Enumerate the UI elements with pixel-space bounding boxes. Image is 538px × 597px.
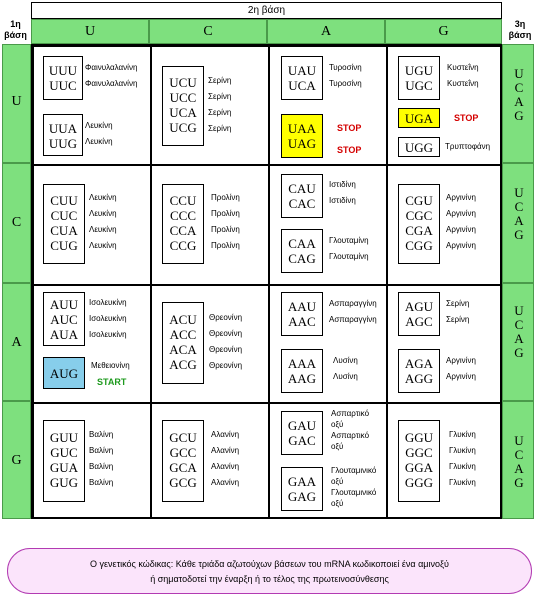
- amino-acid: Προλίνη: [211, 241, 240, 250]
- amino-acid-labels: [209, 310, 242, 374]
- amino-acid: Λυσίνη: [333, 356, 358, 365]
- codon-box-UUU-UUC: [43, 56, 83, 100]
- codon: UUG: [48, 136, 78, 151]
- amino-acid-labels: [85, 118, 113, 150]
- codon-box-CUx: [43, 184, 85, 264]
- third-letter: A: [514, 213, 524, 228]
- amino-acid: Αργινίνη: [446, 356, 476, 365]
- amino-acid: Κυστεΐνη: [447, 79, 479, 88]
- third-letter: G: [514, 108, 524, 123]
- third-letter: A: [514, 331, 524, 346]
- codon-box-CGx: [398, 184, 440, 264]
- codon-box-GCx: [162, 420, 204, 502]
- codon: CUA: [50, 223, 78, 238]
- stop-label: STOP: [337, 123, 362, 133]
- amino-acid: Σερίνη: [208, 124, 232, 133]
- stop-label: STOP: [337, 145, 362, 155]
- amino-acid: Ισολευκίνη: [89, 298, 127, 307]
- codon-box-UGU-UGC: [398, 56, 440, 100]
- third-letter: U: [514, 303, 524, 318]
- codon: GAG: [287, 489, 317, 504]
- codon: AAU: [287, 299, 317, 314]
- third-letter: G: [514, 475, 524, 490]
- third-letter: U: [514, 66, 524, 81]
- codon: AAC: [288, 314, 316, 329]
- amino-acid-labels: [447, 60, 479, 92]
- codon: CUC: [50, 208, 78, 223]
- codon: GGC: [405, 445, 433, 460]
- codon: CGC: [405, 208, 433, 223]
- codon-box-GAU-GAC: [281, 411, 323, 455]
- codon: UCU: [169, 75, 197, 90]
- codon: AGG: [404, 371, 434, 386]
- codon: CUG: [50, 238, 78, 253]
- amino-acid: Σερίνη: [208, 76, 232, 85]
- amino-acid-labels: [329, 296, 377, 328]
- codon-box-AGA-AGG: [398, 349, 440, 393]
- codon: CCC: [169, 208, 196, 223]
- codon: AAA: [287, 356, 317, 371]
- first-base-label-line2: βάση: [4, 30, 27, 40]
- codon: UAU: [287, 63, 317, 78]
- codon: CAA: [288, 236, 316, 251]
- codon: UGG: [404, 140, 434, 155]
- first-base-label: [0, 19, 31, 41]
- amino-acid: Βαλίνη: [89, 446, 114, 455]
- amino-acid: Φαινυλαλανίνη: [85, 79, 138, 88]
- third-letter: A: [514, 94, 524, 109]
- amino-acid: Αλανίνη: [211, 478, 240, 487]
- amino-acid: Αργινίνη: [446, 193, 476, 202]
- column-header-G: G: [385, 19, 502, 44]
- third-letter: A: [514, 461, 524, 476]
- third-base-label: [502, 19, 538, 41]
- amino-acid: Γλουταμινικό: [331, 488, 377, 497]
- codon: CGU: [405, 193, 433, 208]
- codon: UCC: [169, 90, 197, 105]
- codon: GUG: [49, 475, 79, 490]
- codon: GCG: [169, 475, 197, 490]
- stop-codon-box-UGA: [398, 108, 440, 128]
- amino-acid: Γλυκίνη: [449, 446, 476, 455]
- amino-acid: οξύ: [331, 499, 344, 508]
- codon: UGA: [404, 111, 434, 126]
- codon-box-UAU-UCA: [281, 56, 323, 100]
- amino-acid-labels: [329, 60, 362, 92]
- row-header-G: [2, 401, 31, 519]
- caption-line1: Ο γενετικός κώδικας: Κάθε τριάδα αζωτούχων βάσεων του mRNA κωδικοποιεί ένα αμινοξύ: [90, 559, 449, 569]
- amino-acid-labels: [211, 427, 239, 491]
- start-label: START: [97, 377, 127, 387]
- row-header-C-label: C: [11, 215, 22, 230]
- amino-acid: Θρεονίνη: [209, 345, 243, 354]
- codon-box-CAU-CAC: [281, 174, 323, 218]
- codon: CAG: [288, 251, 316, 266]
- amino-acid-labels: [331, 465, 376, 509]
- amino-acid-labels: [208, 73, 231, 137]
- start-codon-box-AUG: [43, 357, 85, 389]
- codon-box-UUA-UUG: [43, 114, 83, 156]
- codon: AUG: [49, 366, 79, 381]
- third-letter: G: [514, 227, 524, 242]
- amino-acid: Βαλίνη: [89, 430, 114, 439]
- amino-acid-labels: [333, 353, 358, 385]
- amino-acid: Αλανίνη: [211, 430, 240, 439]
- third-base-column-G: [502, 401, 534, 519]
- amino-acid: Τυροσίνη: [329, 63, 362, 72]
- codon: ACA: [169, 342, 197, 357]
- codon-box-AUU-AUC-AUA: [43, 292, 85, 346]
- row-header-C: [2, 163, 31, 283]
- codon: GUC: [50, 445, 78, 460]
- codon-box-CCx: [162, 184, 204, 264]
- codon: AUU: [49, 297, 79, 312]
- amino-acid-labels: [211, 190, 240, 254]
- third-letter: U: [514, 185, 524, 200]
- amino-acid: Προλίνη: [211, 193, 240, 202]
- amino-acid: Αλανίνη: [211, 462, 240, 471]
- amino-acid: οξύ: [331, 442, 344, 451]
- amino-acid: Αργινίνη: [446, 225, 476, 234]
- amino-acid-labels: [85, 60, 137, 92]
- codon-box-AAA-AAG: [281, 349, 323, 393]
- row-header-A: [2, 283, 31, 401]
- amino-acid: Σερίνη: [446, 299, 470, 308]
- amino-acid: Αργινίνη: [446, 209, 476, 218]
- amino-acid-labels: [329, 177, 356, 209]
- stop-labels: [337, 118, 361, 156]
- amino-acid: Γλουταμινικό: [331, 466, 377, 475]
- codon-box-CAA-CAG: [281, 229, 323, 273]
- amino-acid: Σερίνη: [446, 315, 470, 324]
- second-base-header: 2η βάση: [31, 2, 502, 19]
- caption-line2: ή σηματοδοτεί την έναρξη ή το τέλος της πρωτεινοσύνθεσης: [150, 574, 389, 584]
- amino-acid-labels: [89, 295, 127, 343]
- row-header-A-label: A: [11, 335, 22, 350]
- amino-acid-labels: [445, 139, 490, 155]
- amino-acid: Αλανίνη: [211, 446, 240, 455]
- codon: ACC: [169, 327, 197, 342]
- amino-acid: Αργινίνη: [446, 372, 476, 381]
- codon: CCA: [169, 223, 197, 238]
- amino-acid: Λυσίνη: [333, 372, 358, 381]
- codon: CCG: [169, 238, 197, 253]
- codon-table-grid: [31, 44, 502, 519]
- codon: UCG: [169, 120, 197, 135]
- third-letter: C: [514, 199, 524, 214]
- codon: UUC: [49, 78, 77, 93]
- codon: GGG: [404, 475, 434, 490]
- codon-box-UGG: [398, 137, 440, 157]
- third-base-column-A: [502, 283, 534, 401]
- codon: GUA: [49, 460, 79, 475]
- codon: GAC: [288, 433, 316, 448]
- amino-acid: Σερίνη: [208, 92, 232, 101]
- amino-acid: Θρεονίνη: [209, 361, 243, 370]
- codon: GCU: [169, 430, 197, 445]
- amino-acid: Θρεονίνη: [209, 313, 243, 322]
- third-base-column-C: [502, 163, 534, 283]
- codon-box-AGU-AGC: [398, 292, 440, 336]
- third-letter: C: [514, 447, 524, 462]
- codon: GCA: [169, 460, 197, 475]
- amino-acid: Λευκίνη: [89, 193, 117, 202]
- codon: GAA: [287, 474, 317, 489]
- codon: GUU: [49, 430, 79, 445]
- amino-acid: Ισολευκίνη: [89, 314, 127, 323]
- codon: AUA: [49, 327, 79, 342]
- codon: UCA: [288, 78, 316, 93]
- amino-acid: οξύ: [331, 420, 344, 429]
- codon: UGC: [405, 78, 433, 93]
- row-header-U: [2, 44, 31, 163]
- amino-acid: Βαλίνη: [89, 462, 114, 471]
- amino-acid: Μεθειονίνη: [91, 361, 130, 370]
- amino-acid: Θρεονίνη: [209, 329, 243, 338]
- stop-codon-box-UAA-UAG: [281, 114, 323, 158]
- codon-box-ACx: [162, 302, 204, 384]
- codon: GAU: [287, 418, 317, 433]
- amino-acid-labels: [446, 353, 476, 385]
- amino-acid-labels: [446, 296, 469, 328]
- stop-label: STOP: [454, 113, 479, 123]
- codon: AUC: [50, 312, 78, 327]
- amino-acid: Ιστιδίνη: [329, 196, 356, 205]
- amino-acid: Γλουταμίνη: [329, 236, 369, 245]
- amino-acid: Φαινυλαλανίνη: [85, 63, 138, 72]
- amino-acid: Λευκίνη: [85, 137, 113, 146]
- amino-acid-labels: [89, 427, 113, 491]
- first-base-label-line1: 1η: [10, 19, 21, 29]
- codon: AAG: [287, 371, 317, 386]
- amino-acid: Τυροσίνη: [329, 79, 362, 88]
- amino-acid: Ασπαρτικό: [331, 409, 370, 418]
- amino-acid: Ασπαραγγίνη: [329, 315, 377, 324]
- third-letter: G: [514, 345, 524, 360]
- amino-acid: Ασπαρτικό: [331, 431, 370, 440]
- amino-acid: Ιστιδίνη: [329, 180, 356, 189]
- amino-acid: Βαλίνη: [89, 478, 114, 487]
- codon: ACU: [169, 312, 197, 327]
- codon: UGU: [404, 63, 434, 78]
- third-letter: U: [514, 433, 524, 448]
- amino-acid: Προλίνη: [211, 225, 240, 234]
- amino-acid: Κυστεΐνη: [447, 63, 479, 72]
- codon: CAU: [288, 181, 316, 196]
- amino-acid: Προλίνη: [211, 209, 240, 218]
- third-base-label-line1: 3η: [514, 19, 526, 29]
- column-header-U: U: [31, 19, 149, 44]
- amino-acid-labels: [331, 408, 369, 452]
- codon: GCC: [169, 445, 197, 460]
- row-header-G-label: G: [11, 453, 22, 468]
- codon: AGC: [405, 314, 433, 329]
- codon-box-GGx: [398, 420, 440, 502]
- genetic-code-caption: [7, 548, 532, 594]
- amino-acid-labels: [91, 358, 130, 390]
- amino-acid: Λευκίνη: [89, 241, 117, 250]
- codon-box-UCx: [162, 66, 204, 146]
- amino-acid: Γλυκίνη: [449, 430, 476, 439]
- amino-acid: Αργινίνη: [446, 241, 476, 250]
- amino-acid: Γλυκίνη: [449, 462, 476, 471]
- amino-acid-labels: [446, 190, 476, 254]
- amino-acid-labels: [89, 190, 117, 254]
- amino-acid: Τρυπτοφάνη: [445, 142, 491, 151]
- row-header-U-label: U: [11, 94, 22, 109]
- column-header-C: C: [149, 19, 267, 44]
- third-base-column-U: [502, 44, 534, 163]
- amino-acid-labels: [329, 233, 369, 265]
- codon: CCU: [169, 193, 197, 208]
- codon: UAA: [287, 121, 317, 136]
- codon: AGU: [404, 299, 434, 314]
- amino-acid: Γλυκίνη: [449, 478, 476, 487]
- third-base-label-line2: βάση: [508, 30, 532, 40]
- codon: ACG: [169, 357, 197, 372]
- amino-acid: οξύ: [331, 477, 344, 486]
- codon-box-GAA-GAG: [281, 467, 323, 511]
- amino-acid: Ισολευκίνη: [89, 330, 127, 339]
- codon: CAC: [288, 196, 316, 211]
- column-header-A: A: [267, 19, 385, 44]
- codon: UUU: [48, 63, 78, 78]
- amino-acid: Ασπαραγγίνη: [329, 299, 377, 308]
- codon: CGG: [405, 238, 433, 253]
- codon: GGA: [404, 460, 434, 475]
- codon: CUU: [50, 193, 78, 208]
- amino-acid: Λευκίνη: [89, 209, 117, 218]
- codon: UUA: [48, 121, 78, 136]
- codon: AGA: [404, 356, 434, 371]
- amino-acid-labels: [449, 427, 476, 491]
- amino-acid: Σερίνη: [208, 108, 232, 117]
- codon: CGA: [405, 223, 433, 238]
- third-letter: C: [514, 80, 524, 95]
- stop-labels: [454, 110, 478, 126]
- codon: UCA: [169, 105, 197, 120]
- third-letter: C: [514, 317, 524, 332]
- codon-box-GUx: [43, 420, 85, 502]
- amino-acid: Λευκίνη: [85, 121, 113, 130]
- amino-acid: Λευκίνη: [89, 225, 117, 234]
- codon-box-AAU-AAC: [281, 292, 323, 336]
- amino-acid: Γλουταμίνη: [329, 252, 369, 261]
- codon: UAG: [287, 136, 317, 151]
- codon: GGU: [404, 430, 434, 445]
